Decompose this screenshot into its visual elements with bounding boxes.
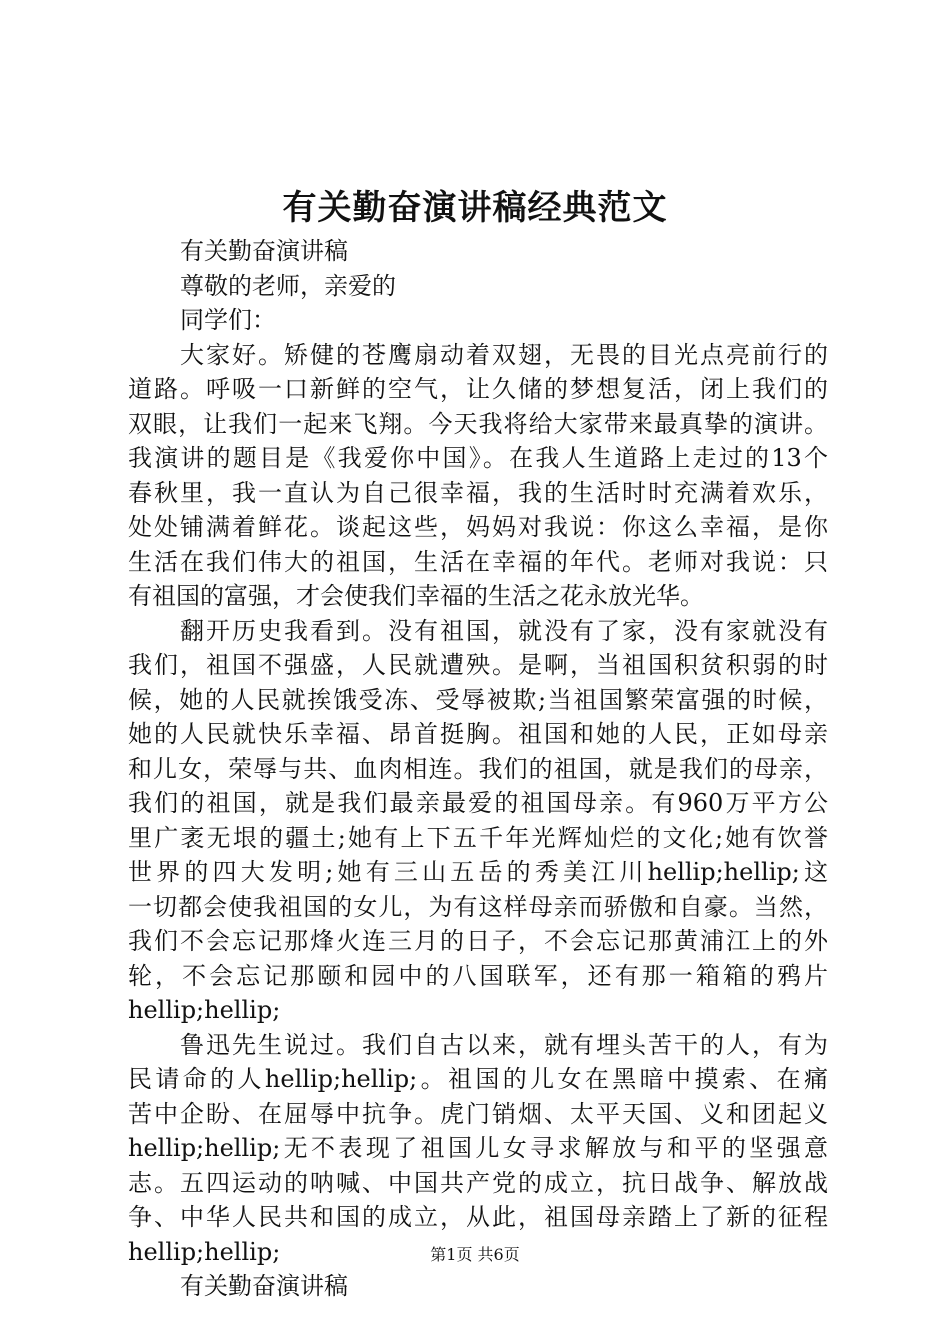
text-line: 志。五四运动的呐喊、中国共产党的成立，抗日战争、解放战 [128,1168,828,1197]
text-line: 我们的祖国，就是我们最亲最爱的祖国母亲。有960万平方公 [128,789,828,817]
paragraph [128,269,828,304]
text-line: 她的人民就快乐幸福、昂首挺胸。祖国和她的人民，正如母亲 [128,720,828,748]
text-line: 我们不会忘记那烽火连三月的日子，不会忘记那黄浦江上的外 [128,927,828,955]
text-line: 有关勤奋演讲稿 [180,1272,348,1300]
text-line: 候，她的人民就挨饿受冻、受辱被欺;当祖国繁荣富强的时候， [128,685,828,714]
text-line: 民请命的人hellip;hellip;。祖国的儿女在黑暗中摸索、在痛 [128,1065,828,1093]
text-line: 生活在我们伟大的祖国，生活在幸福的年代。老师对我说：只 [128,547,828,576]
paragraph [128,614,828,1028]
text-line: hellip;hellip; [128,996,281,1024]
page-footer: 第1页 共6页 [430,1245,520,1264]
text-line: 我演讲的题目是《我爱你中国》。在我人生道路上走过的13个 [128,444,828,472]
paragraph [128,1269,828,1304]
text-line: 苦中企盼、在屈辱中抗争。虎门销烟、太平天国、义和团起义 [128,1099,828,1128]
text-line: 我们，祖国不强盛，人民就遭殃。是啊，当祖国积贫积弱的时 [128,651,828,679]
paragraph [128,1028,828,1270]
text-line: 有关勤奋演讲稿 [180,237,348,265]
text-line: 春秋里，我一直认为自己很幸福，我的生活时时充满着欢乐， [128,478,828,507]
text-line: 世界的四大发明;她有三山五岳的秀美江川hellip;hellip;这 [128,858,828,886]
paragraph [128,338,828,614]
text-line: 道路。呼吸一口新鲜的空气，让久储的梦想复活，闭上我们的 [128,375,828,403]
document-title: 有关勤奋演讲稿经典范文 [282,188,668,228]
text-line: 双眼，让我们一起来飞翔。今天我将给大家带来最真挚的演讲。 [128,409,828,438]
text-line: hellip;hellip;无不表现了祖国儿女寻求解放与和平的坚强意 [128,1134,828,1162]
text-line: 轮，不会忘记那颐和园中的八国联军，还有那一箱箱的鸦片 [128,961,828,990]
text-line: 和儿女，荣辱与共、血肉相连。我们的祖国，就是我们的母亲， [128,754,828,783]
text-line: 处处铺满着鲜花。谈起这些，妈妈对我说：你这么幸福，是你 [128,513,828,541]
document-body [128,234,828,1304]
paragraph [128,234,828,269]
text-line: 鲁迅先生说过。我们自古以来，就有埋头苦干的人，有为 [180,1030,828,1059]
text-line: 大家好。矫健的苍鹰扇动着双翅，无畏的目光点亮前行的 [180,340,828,369]
text-line: 同学们： [180,306,276,334]
paragraph [128,303,828,338]
text-line: 翻开历史我看到。没有祖国，就没有了家，没有家就没有 [180,616,828,645]
text-line: 争、中华人民共和国的成立，从此，祖国母亲踏上了新的征程 [128,1203,828,1231]
text-line: 里广袤无垠的疆土;她有上下五千年光辉灿烂的文化;她有饮誉 [128,823,828,852]
text-line: 一切都会使我祖国的女儿，为有这样母亲而骄傲和自豪。当然， [128,892,828,921]
text-line: 有祖国的富强，才会使我们幸福的生活之花永放光华。 [128,582,704,610]
text-line: hellip;hellip; [128,1237,281,1266]
text-line: 尊敬的老师，亲爱的 [180,271,396,300]
